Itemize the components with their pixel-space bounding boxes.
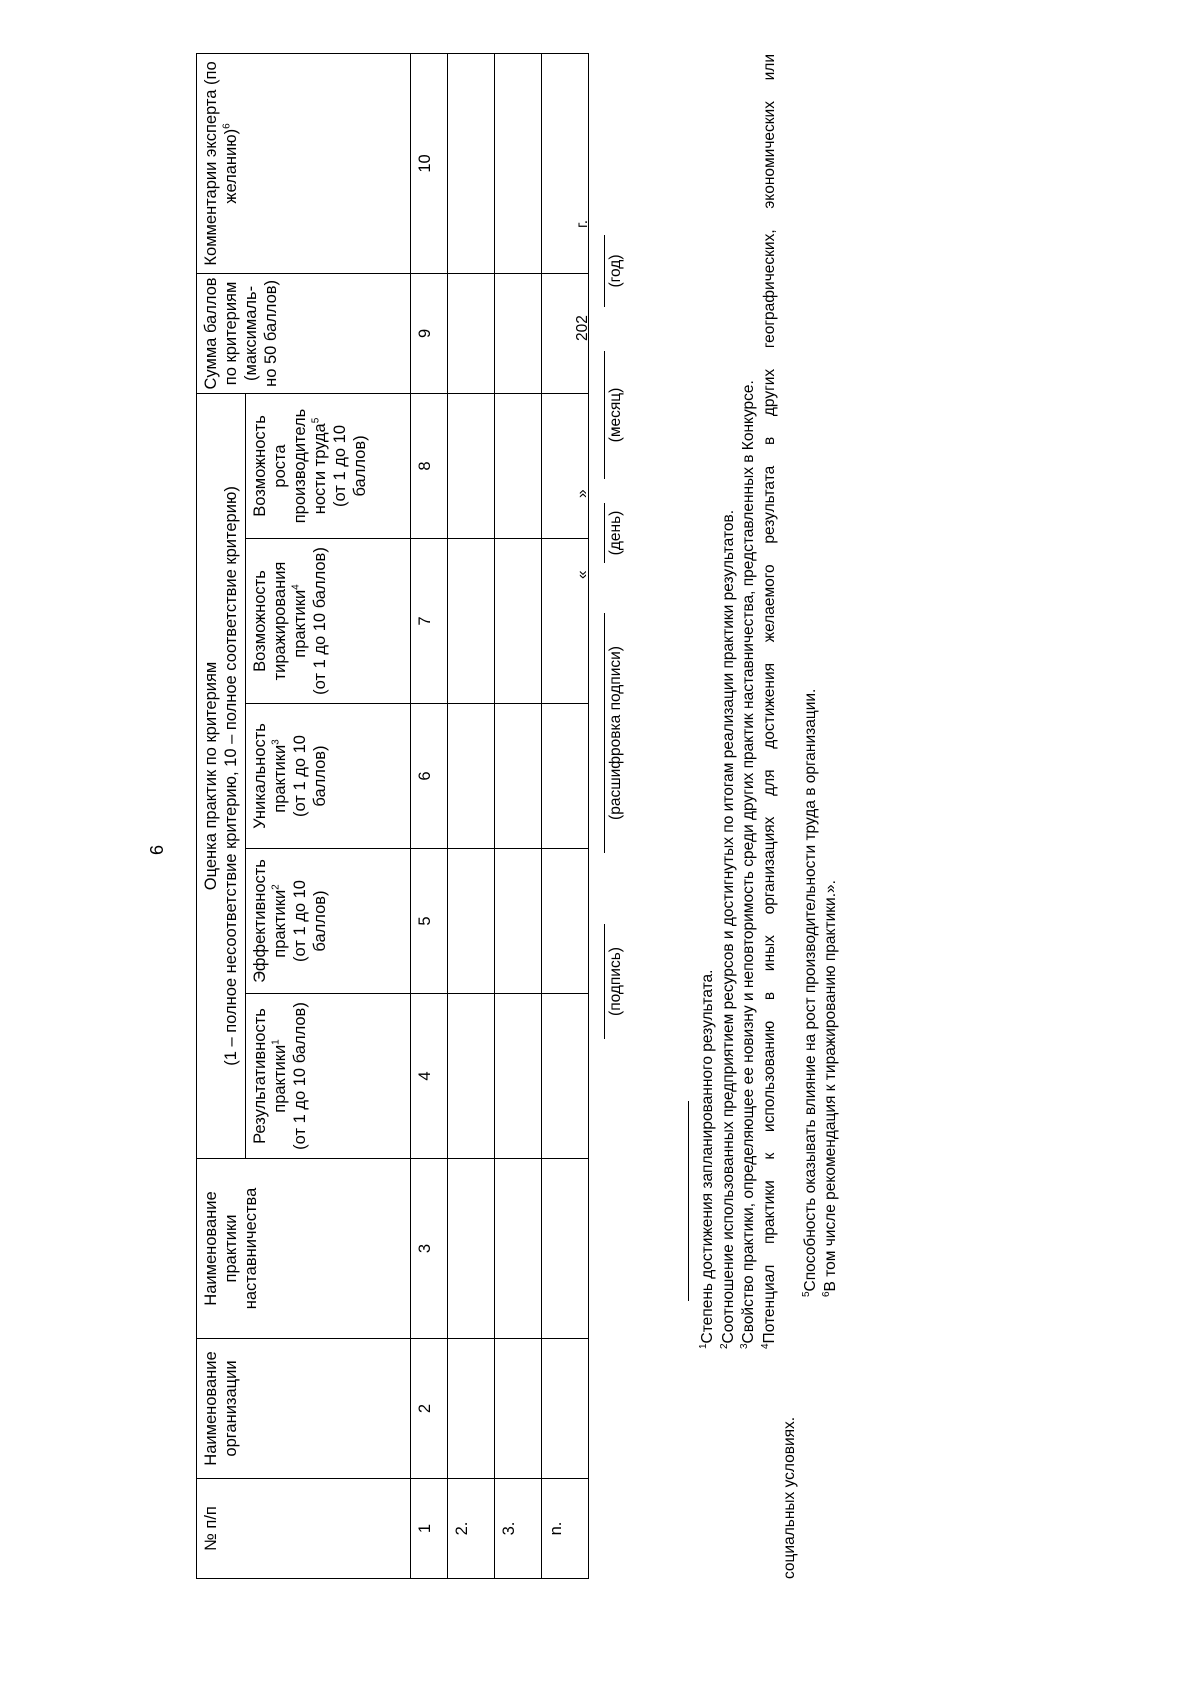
table-cell[interactable] <box>448 994 495 1159</box>
table-row <box>542 53 589 1578</box>
evaluation-table <box>196 53 589 1579</box>
table-cell[interactable] <box>542 539 589 704</box>
footnote-ref: 6 <box>221 123 233 129</box>
footnote-ref: 4 <box>290 584 302 590</box>
table-cell[interactable] <box>495 994 542 1159</box>
table-cell[interactable] <box>542 1159 589 1339</box>
table-cell[interactable] <box>448 849 495 994</box>
column-number: 9 <box>411 273 448 393</box>
table-cell[interactable] <box>542 704 589 849</box>
column-number: 3 <box>411 1159 448 1339</box>
header-criterion-resultativeness: Результативность практики$^1$ (от 1 до 10 баллов) <box>246 994 411 1159</box>
criteria-group-scale: (1 – полное несоответствие критерию, 10 – полное соответствие критерию) <box>222 486 240 1066</box>
signature-label: (подпись) <box>604 924 625 1039</box>
table-cell[interactable] <box>495 704 542 849</box>
header-criteria-group <box>197 393 246 1158</box>
header-organization: Наименование организации <box>197 1339 411 1479</box>
table-cell[interactable] <box>542 53 589 273</box>
header-criterion-replicability: Возможность тиражирования практики$^4$ (от 1 до 10 баллов) <box>246 539 411 704</box>
table-cell[interactable] <box>542 994 589 1159</box>
table-cell[interactable] <box>495 53 542 273</box>
footnote-ref: 3 <box>270 739 282 745</box>
table-cell[interactable] <box>542 1339 589 1479</box>
column-number: 1 <box>411 1479 448 1579</box>
footnote-ref: 2 <box>270 884 282 890</box>
column-number: 6 <box>411 704 448 849</box>
header-practice-name: Наименование практики наставничества <box>197 1159 411 1339</box>
footnote-4-continuation: социальных условиях. <box>781 1416 798 1579</box>
table-cell[interactable] <box>542 849 589 994</box>
year-field[interactable] <box>604 235 625 307</box>
footnote-4: $^4$Потенциал практики к использованию в иных организациях для достижения желаемого результата в других географических, экономических или <box>759 54 778 1349</box>
table-cell[interactable] <box>448 539 495 704</box>
month-field[interactable] <box>604 351 625 479</box>
header-criterion-productivity: Возможность роста производитель ности труда$^5$ (от 1 до 10 баллов) <box>246 393 411 538</box>
column-number: 10 <box>411 53 448 273</box>
footnote-ref: 1 <box>270 1039 282 1045</box>
table-cell[interactable] <box>448 1339 495 1479</box>
row-number: 2. <box>448 1479 495 1579</box>
table-cell[interactable] <box>495 539 542 704</box>
footnote-divider <box>688 1101 689 1301</box>
signature-decode-label: (расшифровка подписи) <box>604 613 625 853</box>
day-label: (день) <box>604 503 625 563</box>
criteria-group-title: Оценка практик по критериям <box>202 661 220 891</box>
day-field[interactable] <box>604 503 625 563</box>
header-criterion-efficiency: Эффективность практики$^2$ (от 1 до 10 баллов) <box>246 849 411 994</box>
table-cell[interactable] <box>448 273 495 393</box>
signature-field[interactable] <box>604 924 625 1039</box>
table-cell[interactable] <box>495 393 542 538</box>
header-row-1 <box>197 53 246 1578</box>
column-number: 4 <box>411 994 448 1159</box>
row-number: 3. <box>495 1479 542 1579</box>
table-cell[interactable] <box>495 1339 542 1479</box>
header-criterion-uniqueness: Уникальность практики$^3$ (от 1 до 10 баллов) <box>246 704 411 849</box>
close-quote: » <box>574 489 591 498</box>
table-cell[interactable] <box>495 1159 542 1339</box>
footnote-1: $^1$Степень достижения запланированного результата. <box>697 969 716 1349</box>
column-number-row <box>411 53 448 1578</box>
footnote-3: $^3$Свойство практики, определяющее ее новизну и неповторимость среди других практик наставничества, представленных в Конкурсе. <box>738 380 757 1349</box>
table-row <box>495 53 542 1578</box>
footnotes <box>698 54 842 1579</box>
column-number: 7 <box>411 539 448 704</box>
year-label: (год) <box>604 235 625 307</box>
footnote-6: $^6$В том числе рекомендация к тиражированию практики.». <box>820 880 839 1297</box>
row-number: n. <box>542 1479 589 1579</box>
table-row <box>448 53 495 1578</box>
footnote-5: $^5$Способность оказывать влияние на рост производительности труда в организации. <box>800 688 819 1297</box>
page-number: 6 <box>147 844 167 855</box>
open-quote: « <box>574 570 591 579</box>
signature-decode-field[interactable] <box>604 613 625 853</box>
header-num: № п/п <box>197 1479 411 1579</box>
table-cell[interactable] <box>495 849 542 994</box>
footnote-2: $^2$Соотношение использованных предприятием ресурсов и достигнутых по итогам реализации практики результатов. <box>718 509 737 1349</box>
header-comment: Комментарии эксперта (по желанию)$^6$ <box>197 53 411 273</box>
column-number: 5 <box>411 849 448 994</box>
column-number: 8 <box>411 393 448 538</box>
year-prefix: 202 <box>574 315 591 341</box>
table-cell[interactable] <box>495 273 542 393</box>
column-number: 2 <box>411 1339 448 1479</box>
table-cell[interactable] <box>542 393 589 538</box>
year-suffix: г. <box>574 219 591 228</box>
header-sum: Сумма баллов по критериям (максималь-но 50 баллов) <box>197 273 411 393</box>
table-cell[interactable] <box>448 393 495 538</box>
table-cell[interactable] <box>448 704 495 849</box>
table-cell[interactable] <box>448 1159 495 1339</box>
footnote-ref: 5 <box>310 417 322 424</box>
month-label: (месяц) <box>604 351 625 479</box>
table-cell[interactable] <box>448 53 495 273</box>
